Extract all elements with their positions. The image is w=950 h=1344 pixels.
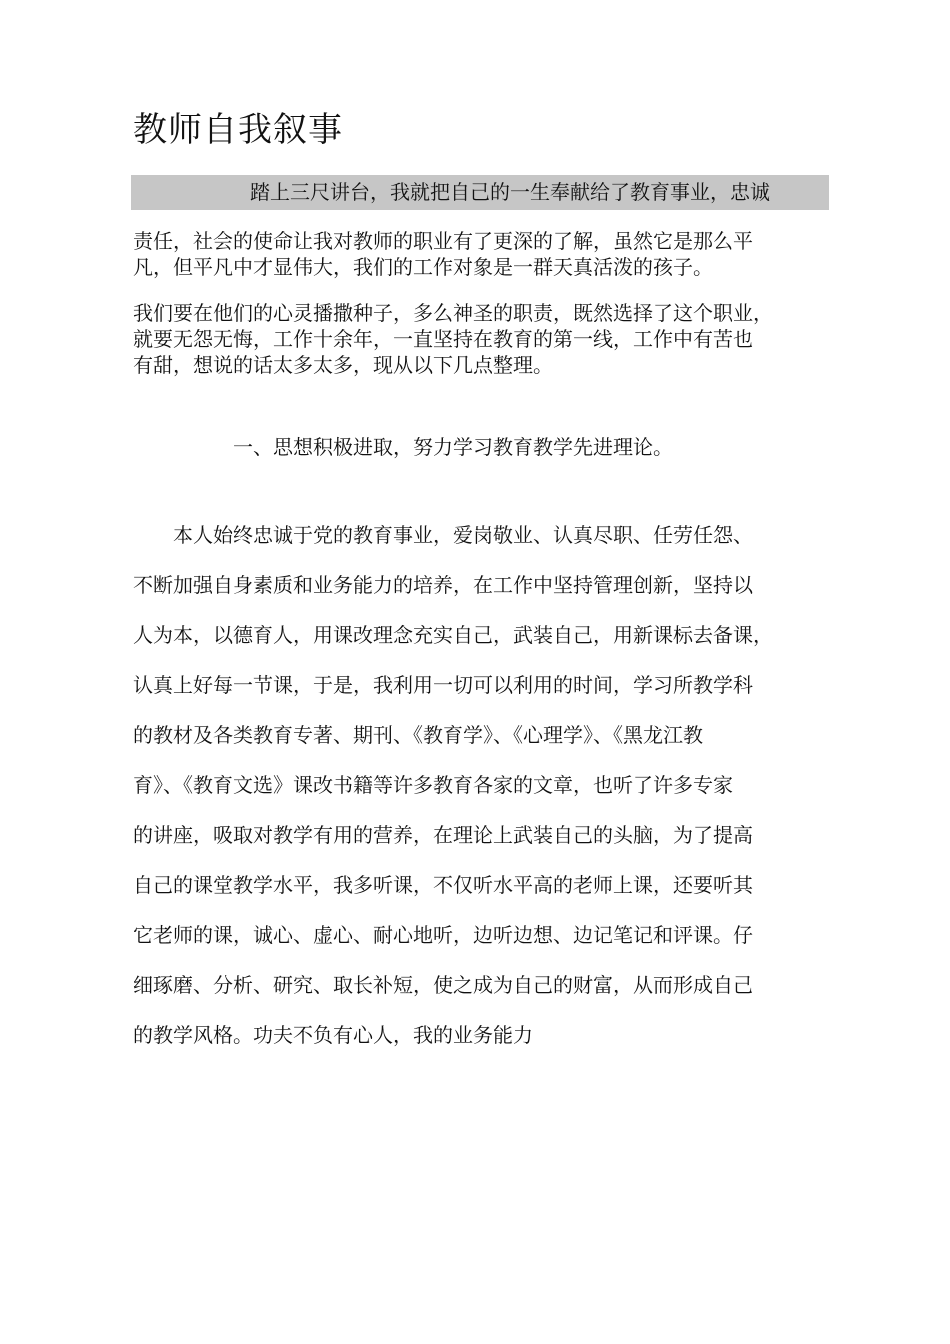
body-line: 本人始终忠诚于党的教育事业，爱岗敬业、认真尽职、任劳任怨、 (133, 523, 753, 547)
paragraph-line: 我们要在他们的心灵播撒种子，多么神圣的职责，既然选择了这个职业， (133, 301, 773, 325)
highlighted-line: 踏上三尺讲台，我就把自己的一生奉献给了教育事业，忠诚 (250, 180, 770, 204)
body-line: 细琢磨、分析、研究、取长补短，使之成为自己的财富，从而形成自己 (133, 973, 753, 997)
body-line: 的教学风格。功夫不负有心人，我的业务能力 (133, 1023, 533, 1047)
body-line: 自己的课堂教学水平，我多听课，不仅听水平高的老师上课，还要听其 (133, 873, 753, 897)
intro-line: 责任，社会的使命让我对教师的职业有了更深的了解，虽然它是那么平 (133, 229, 753, 253)
intro-line: 凡，但平凡中才显伟大，我们的工作对象是一群天真活泼的孩子。 (133, 255, 713, 279)
paragraph-line: 有甜，想说的话太多太多，现从以下几点整理。 (133, 353, 553, 377)
document-title: 教师自我叙事 (133, 110, 343, 150)
body-line: 育》、《教育文选》课改书籍等许多教育各家的文章，也听了许多专家 (133, 773, 733, 797)
body-line: 它老师的课，诚心、虚心、耐心地听，边听边想、边记笔记和评课。仔 (133, 923, 753, 947)
body-line: 的教材及各类教育专著、期刊、《教育学》、《心理学》、《黑龙江教 (133, 723, 703, 747)
body-line: 人为本，以德育人，用课改理念充实自己，武装自己，用新课标去备课， (133, 623, 773, 647)
body-line: 不断加强自身素质和业务能力的培养，在工作中坚持管理创新，坚持以 (133, 573, 753, 597)
paragraph-line: 就要无怨无悔，工作十余年，一直坚持在教育的第一线，工作中有苦也 (133, 327, 753, 351)
section-heading: 一、思想积极进取，努力学习教育教学先进理论。 (233, 435, 673, 459)
body-line: 认真上好每一节课，于是，我利用一切可以利用的时间，学习所教学科 (133, 673, 753, 697)
body-line: 的讲座，吸取对教学有用的营养，在理论上武装自己的头脑，为了提高 (133, 823, 753, 847)
